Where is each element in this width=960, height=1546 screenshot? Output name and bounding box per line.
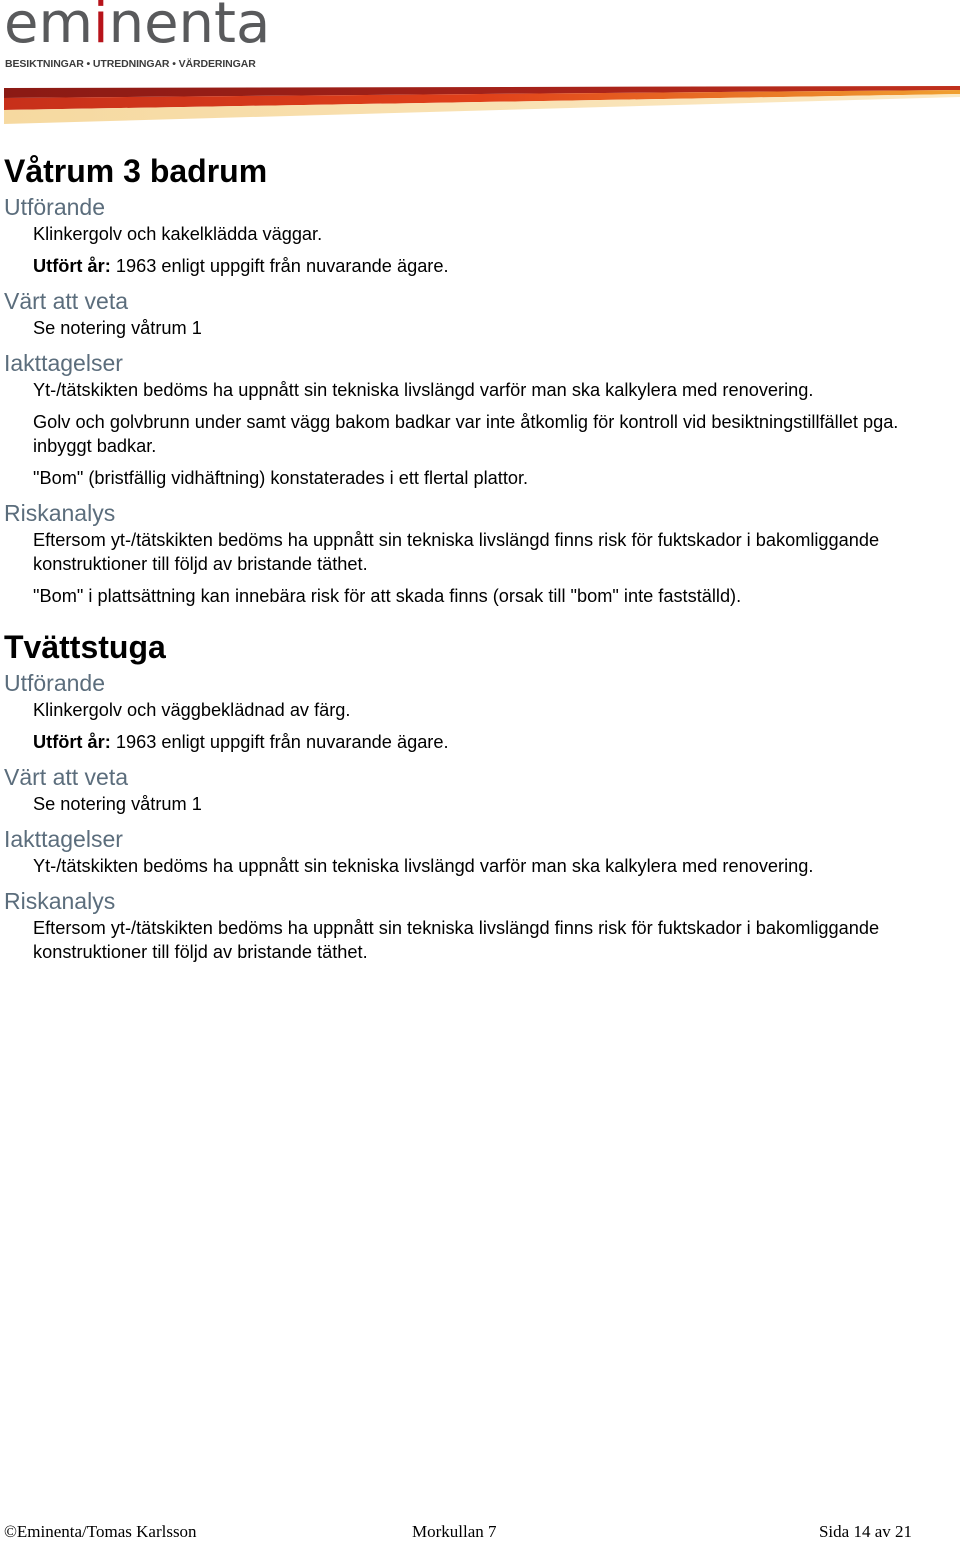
heading-utforande: Utförande: [4, 194, 106, 220]
heading-utforande: Utförande: [4, 670, 106, 696]
header-color-band: [4, 84, 960, 130]
iakttagelse-item: "Bom" (bristfällig vidhäftning) konstaterades i ett flertal plattor.: [33, 468, 529, 488]
iakttagelse-item: Yt-/tätskikten bedöms ha uppnått sin tekniska livslängd varför man ska kalkylera med renovering.: [33, 380, 814, 400]
logo-wordmark: eminenta: [4, 0, 271, 56]
heading-vart-att-veta: Värt att veta: [4, 764, 129, 790]
section-tvattstuga: [4, 626, 944, 964]
section-vatrum-3-badrum: [4, 150, 944, 608]
vart-att-veta-text: Se notering våtrum 1: [33, 794, 202, 814]
heading-riskanalys: Riskanalys: [4, 500, 116, 526]
utfort-label: Utfört år:: [33, 256, 111, 276]
riskanalys-item: "Bom" i plattsättning kan innebära risk för att skada finns (orsak till "bom" inte fastställd).: [33, 586, 742, 606]
riskanalys-item: Eftersom yt-/tätskikten bedöms ha uppnått sin tekniska livslängd finns risk för fuktskador i bakomliggande konstruktioner till följd av bristande täthet.: [33, 530, 880, 574]
heading-iakttagelser: Iakttagelser: [4, 826, 123, 852]
logo-tagline: BESIKTNINGAR • UTREDNINGAR • VÄRDERINGAR: [5, 58, 256, 70]
footer-copyright: ©Eminenta/Tomas Karlsson: [4, 1522, 197, 1541]
eminenta-logo: [4, 0, 271, 70]
utfort-value: 1963 enligt uppgift från nuvarande ägare.: [115, 256, 449, 276]
heading-riskanalys: Riskanalys: [4, 888, 116, 914]
iakttagelse-item: Yt-/tätskikten bedöms ha uppnått sin tekniska livslängd varför man ska kalkylera med renovering.: [33, 856, 814, 876]
heading-iakttagelser: Iakttagelser: [4, 350, 123, 376]
utforande-text: Klinkergolv och väggbeklädnad av färg.: [33, 700, 351, 720]
footer-property: Morkullan 7: [412, 1522, 497, 1541]
utforande-text: Klinkergolv och kakelklädda väggar.: [33, 224, 323, 244]
utfort-ar: [33, 254, 944, 278]
heading-vart-att-veta: Värt att veta: [4, 288, 129, 314]
utfort-value: 1963 enligt uppgift från nuvarande ägare.: [115, 732, 449, 752]
utfort-label: Utfört år:: [33, 732, 111, 752]
section-title: Våtrum 3 badrum: [4, 153, 268, 189]
report-content: [4, 150, 944, 972]
iakttagelse-item: Golv och golvbrunn under samt vägg bakom badkar var inte åtkomlig för kontroll vid besiktningstillfället pga. inbyggt badkar.: [33, 412, 899, 456]
section-title: Tvättstuga: [4, 629, 166, 665]
footer-page-number: Sida 14 av 21: [818, 1522, 912, 1541]
riskanalys-item: Eftersom yt-/tätskikten bedöms ha uppnått sin tekniska livslängd finns risk för fuktskador i bakomliggande konstruktioner till följd av bristande täthet.: [33, 918, 880, 962]
page-footer: [4, 1522, 912, 1546]
vart-att-veta-text: Se notering våtrum 1: [33, 318, 202, 338]
utfort-ar: [33, 730, 944, 754]
